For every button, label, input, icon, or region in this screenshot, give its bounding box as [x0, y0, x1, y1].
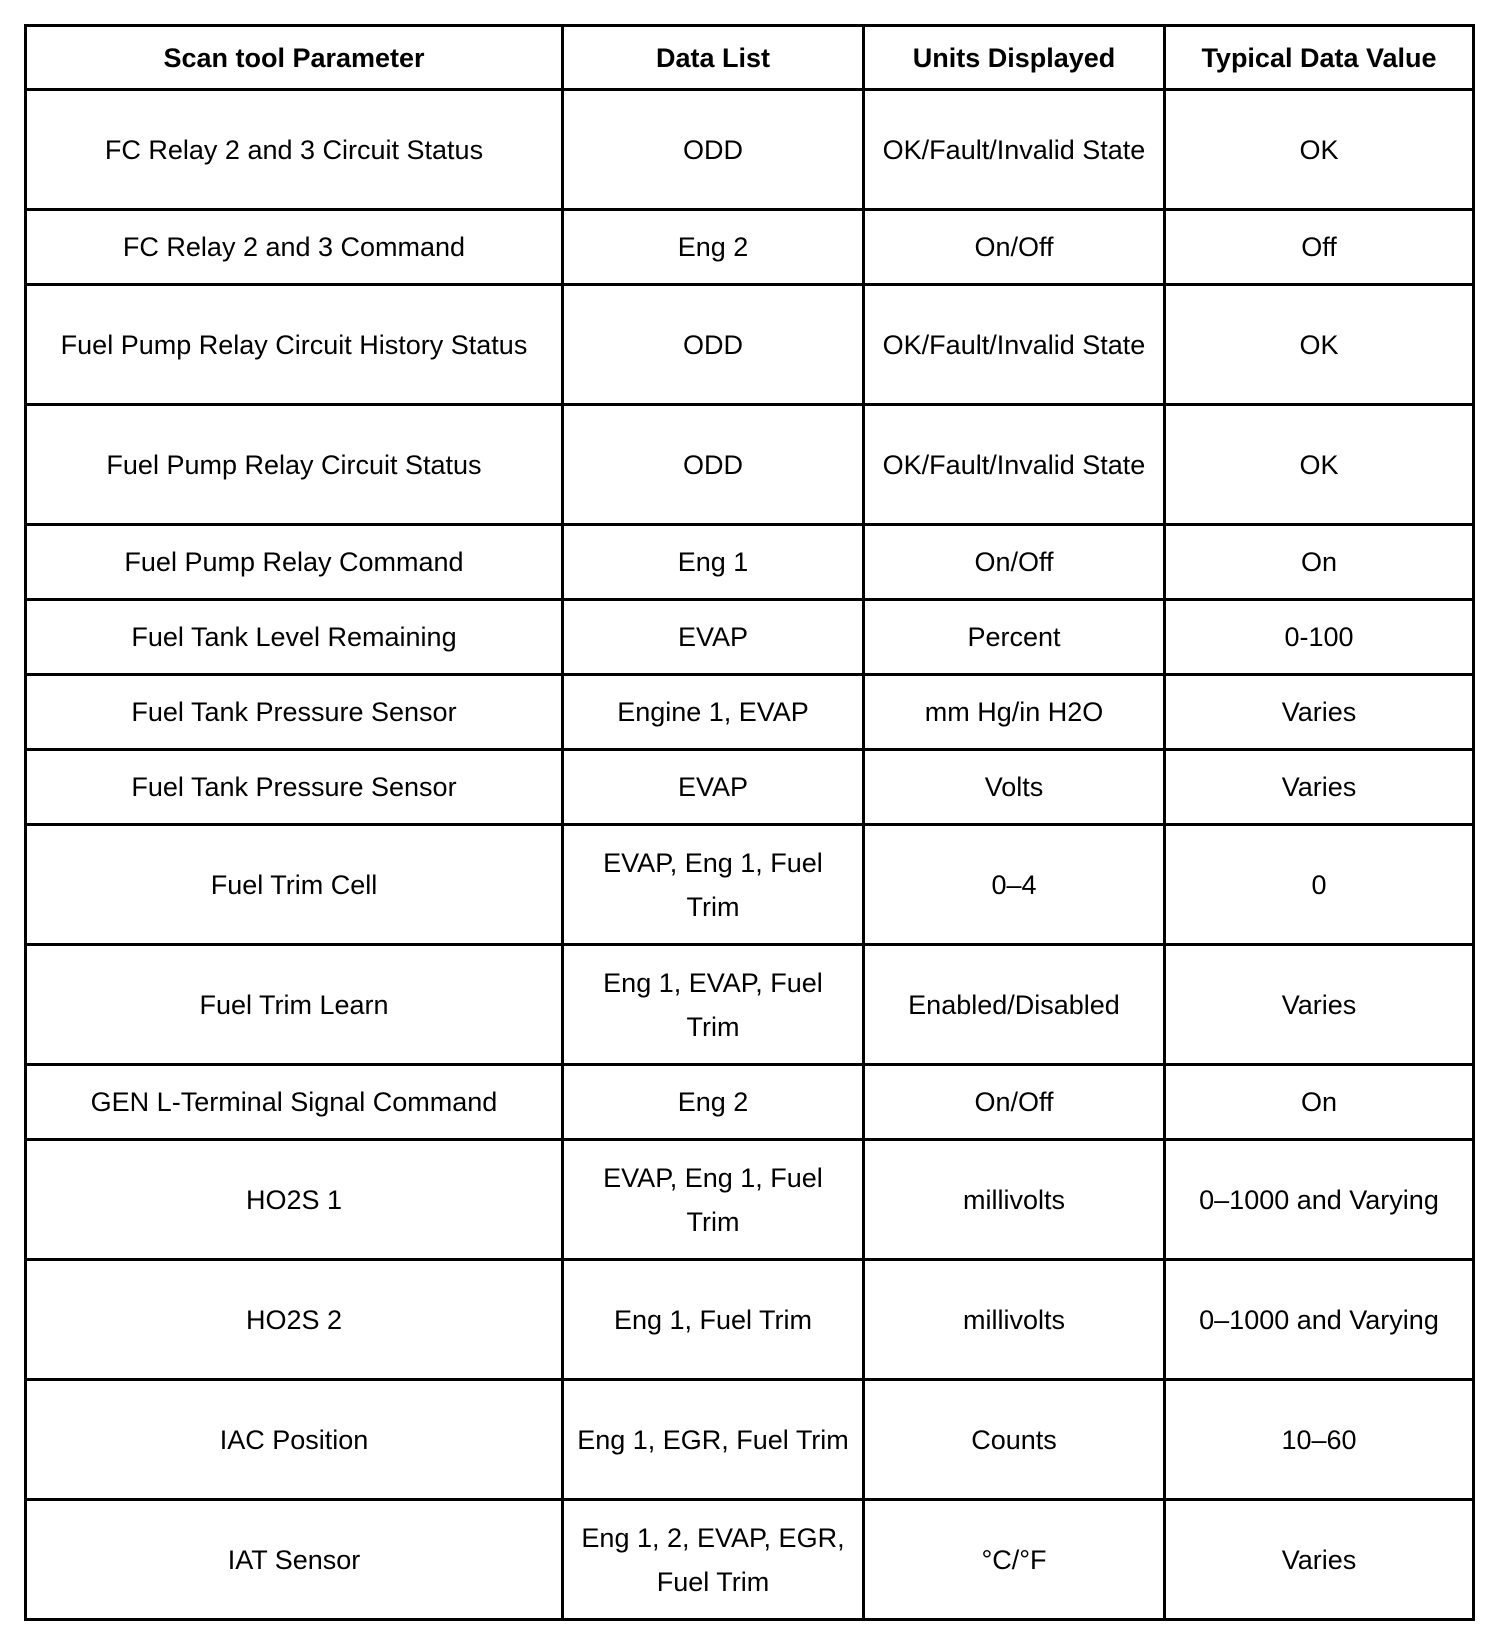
cell-units-displayed: OK/Fault/Invalid State — [864, 285, 1165, 405]
table-row — [26, 675, 1474, 750]
cell-typical-data-value: Varies — [1165, 750, 1474, 825]
cell-units-displayed: °C/°F — [864, 1500, 1165, 1620]
cell-parameter: Fuel Pump Relay Circuit History Status — [26, 285, 563, 405]
cell-parameter: Fuel Pump Relay Circuit Status — [26, 405, 563, 525]
cell-parameter: Fuel Tank Level Remaining — [26, 600, 563, 675]
cell-typical-data-value: Varies — [1165, 1500, 1474, 1620]
table-row — [26, 405, 1474, 525]
cell-units-displayed: On/Off — [864, 210, 1165, 285]
cell-units-displayed: On/Off — [864, 525, 1165, 600]
cell-typical-data-value: 0–1000 and Varying — [1165, 1260, 1474, 1380]
cell-units-displayed: Volts — [864, 750, 1165, 825]
cell-units-displayed: Enabled/Disabled — [864, 945, 1165, 1065]
table-row — [26, 285, 1474, 405]
scan-tool-parameter-table — [24, 24, 1475, 1621]
table-row — [26, 90, 1474, 210]
cell-units-displayed: Percent — [864, 600, 1165, 675]
cell-parameter: IAC Position — [26, 1380, 563, 1500]
header-units-displayed: Units Displayed — [864, 26, 1165, 90]
cell-typical-data-value: 0 — [1165, 825, 1474, 945]
table-row — [26, 600, 1474, 675]
table-row — [26, 825, 1474, 945]
table-row — [26, 1140, 1474, 1260]
cell-units-displayed: 0–4 — [864, 825, 1165, 945]
cell-data-list: Eng 2 — [563, 1065, 864, 1140]
table-row — [26, 750, 1474, 825]
cell-parameter: FC Relay 2 and 3 Command — [26, 210, 563, 285]
cell-typical-data-value: Off — [1165, 210, 1474, 285]
cell-data-list: Eng 1 — [563, 525, 864, 600]
cell-data-list: EVAP, Eng 1, Fuel Trim — [563, 1140, 864, 1260]
cell-typical-data-value: OK — [1165, 405, 1474, 525]
cell-parameter: Fuel Trim Cell — [26, 825, 563, 945]
cell-data-list: Eng 1, Fuel Trim — [563, 1260, 864, 1380]
cell-data-list: EVAP, Eng 1, Fuel Trim — [563, 825, 864, 945]
cell-parameter: FC Relay 2 and 3 Circuit Status — [26, 90, 563, 210]
table-header-row — [26, 26, 1474, 90]
cell-typical-data-value: Varies — [1165, 675, 1474, 750]
cell-data-list: EVAP — [563, 600, 864, 675]
cell-parameter: IAT Sensor — [26, 1500, 563, 1620]
cell-data-list: ODD — [563, 285, 864, 405]
cell-units-displayed: millivolts — [864, 1140, 1165, 1260]
cell-data-list: Eng 1, EGR, Fuel Trim — [563, 1380, 864, 1500]
cell-typical-data-value: 10–60 — [1165, 1380, 1474, 1500]
table-row — [26, 525, 1474, 600]
table-row — [26, 945, 1474, 1065]
cell-typical-data-value: On — [1165, 525, 1474, 600]
table-row — [26, 1380, 1474, 1500]
cell-parameter: HO2S 1 — [26, 1140, 563, 1260]
cell-typical-data-value: 0-100 — [1165, 600, 1474, 675]
cell-units-displayed: OK/Fault/Invalid State — [864, 90, 1165, 210]
header-scan-tool-parameter: Scan tool Parameter — [26, 26, 563, 90]
table-body — [26, 90, 1474, 1620]
cell-units-displayed: millivolts — [864, 1260, 1165, 1380]
cell-data-list: Eng 1, 2, EVAP, EGR, Fuel Trim — [563, 1500, 864, 1620]
cell-parameter: GEN L-Terminal Signal Command — [26, 1065, 563, 1140]
cell-parameter: Fuel Pump Relay Command — [26, 525, 563, 600]
cell-typical-data-value: 0–1000 and Varying — [1165, 1140, 1474, 1260]
cell-typical-data-value: OK — [1165, 90, 1474, 210]
cell-data-list: ODD — [563, 405, 864, 525]
cell-units-displayed: On/Off — [864, 1065, 1165, 1140]
cell-typical-data-value: OK — [1165, 285, 1474, 405]
header-typical-data-value: Typical Data Value — [1165, 26, 1474, 90]
cell-parameter: HO2S 2 — [26, 1260, 563, 1380]
table-row — [26, 1260, 1474, 1380]
table-row — [26, 1065, 1474, 1140]
cell-data-list: Engine 1, EVAP — [563, 675, 864, 750]
cell-data-list: EVAP — [563, 750, 864, 825]
cell-units-displayed: OK/Fault/Invalid State — [864, 405, 1165, 525]
cell-units-displayed: mm Hg/in H2O — [864, 675, 1165, 750]
cell-parameter: Fuel Tank Pressure Sensor — [26, 750, 563, 825]
cell-data-list: Eng 1, EVAP, Fuel Trim — [563, 945, 864, 1065]
header-data-list: Data List — [563, 26, 864, 90]
cell-data-list: Eng 2 — [563, 210, 864, 285]
cell-parameter: Fuel Trim Learn — [26, 945, 563, 1065]
cell-data-list: ODD — [563, 90, 864, 210]
cell-typical-data-value: Varies — [1165, 945, 1474, 1065]
cell-typical-data-value: On — [1165, 1065, 1474, 1140]
table-row — [26, 210, 1474, 285]
cell-parameter: Fuel Tank Pressure Sensor — [26, 675, 563, 750]
cell-units-displayed: Counts — [864, 1380, 1165, 1500]
table-row — [26, 1500, 1474, 1620]
